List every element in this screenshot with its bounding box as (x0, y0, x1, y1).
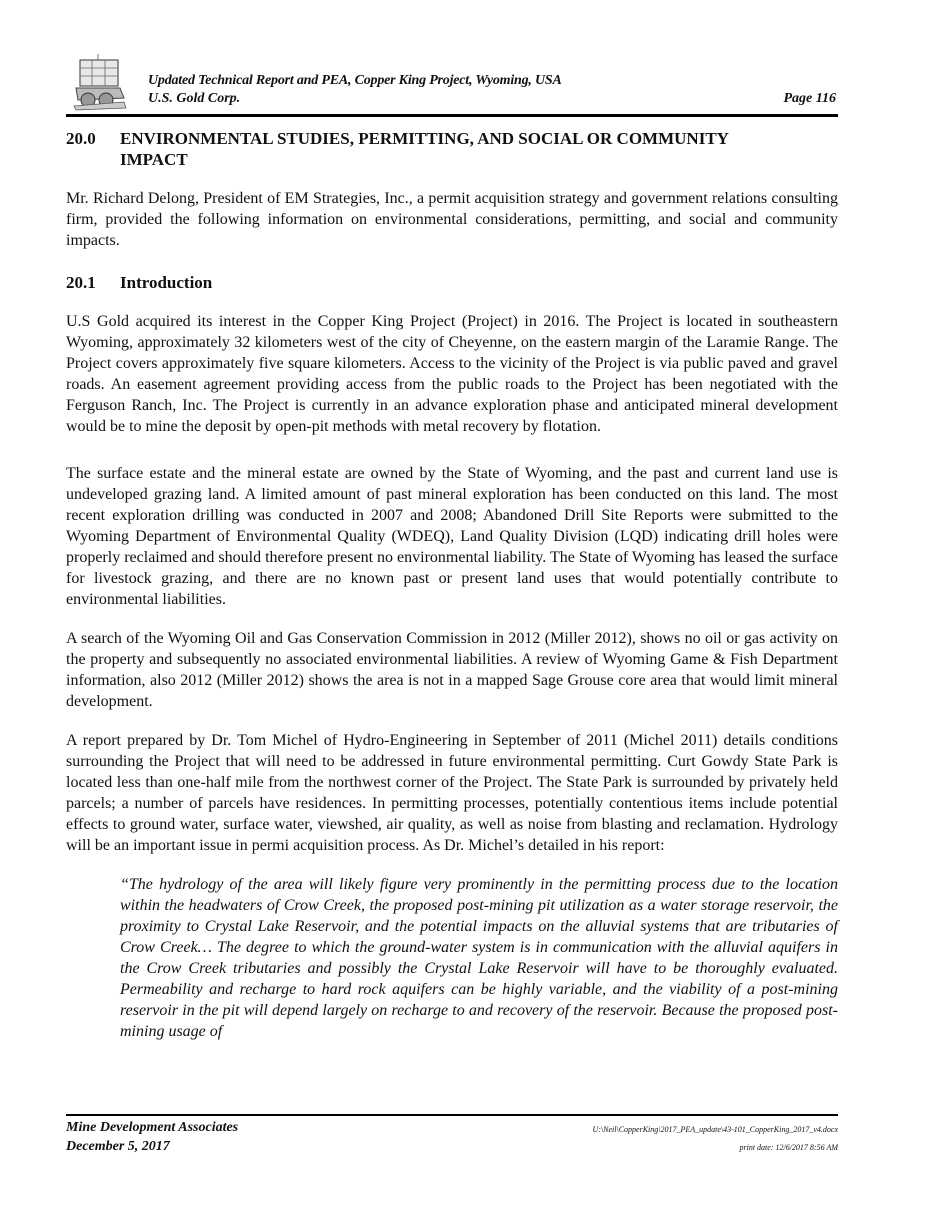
paragraph: A report prepared by Dr. Tom Michel of Hydro-Engineering in September of 2011 (Michel 2011) details conditions surrounding the Project that will need to be addressed in future environmental permitting. Curt Gowdy State Park is located less than one-half mile from the northwest corner of the Project. The State Park is surrounded by privately held parcels; a number of parcels have residences. In permitting processes, potentially contentious items include potential effects to ground water, surface water, viewshed, air quality, as well as noise from blasting and reclamation. Hydrology will be an important issue in permi acquisition process. As Dr. Michel’s detailed in his report: (66, 732, 838, 854)
paragraph: U.S Gold acquired its interest in the Copper King Project (Project) in 2016. The Project is located in southeastern Wyoming, approximately 32 kilometers west of the city of Cheyenne, on the eastern margin of the Laramie Range. The Project covers approximately five square kilometers. Access to the vicinity of the Project is via public paved and gravel roads. An easement agreement providing access from the public roads to the Project has been negotiated with the Ferguson Ranch, Inc. The Project is currently in an advance exploration phase and anticipated mineral development would be to mine the deposit by open-pit methods with metal recovery by flotation. (66, 313, 838, 435)
header-divider (66, 114, 838, 117)
mining-machine-logo-icon (68, 52, 130, 112)
paragraph: The surface estate and the mineral estate are owned by the State of Wyoming, and the past and current land use is undeveloped grazing land. A limited amount of past mineral exploration has been conducted on this land. The most recent exploration drilling was conducted in 2007 and 2008; Abandoned Drill Site Reports were submitted to the Wyoming Department of Environmental Quality (WDEQ), Land Quality Division (LQD) indicating drill holes were properly reclaimed and should therefore present no environmental liability. The State of Wyoming has leased the surface for livestock grazing, and there are no known past or present land uses that would potentially contribute to environmental liabilities. (66, 465, 838, 608)
company-name: U.S. Gold Corp. (148, 91, 241, 106)
subsection-title: Introduction (120, 273, 213, 292)
page-header (66, 52, 838, 114)
footer-date: December 5, 2017 (66, 1139, 170, 1154)
footer-divider (66, 1114, 838, 1116)
section-number: 20.0 (66, 129, 96, 148)
page-number: Page 116 (783, 91, 836, 106)
subsection-heading (66, 272, 838, 293)
footer-print-date: print date: 12/6/2017 8:56 AM (739, 1143, 838, 1152)
paragraph: A search of the Wyoming Oil and Gas Conservation Commission in 2012 (Miller 2012), shows no oil or gas activity on the property and subsequently no associated environmental liabilities. A review of Wyoming Game & Fish Department information, also 2012 (Miller 2012) shows the area is not in a mapped Sage Grouse core area that would limit mineral development. (66, 630, 838, 710)
section-intro-paragraph: Mr. Richard Delong, President of EM Strategies, Inc., a permit acquisition strategy and government relations consulting firm, provided the following information on environmental considerations, permitting, and social and community impacts. (66, 190, 838, 249)
footer-organization: Mine Development Associates (66, 1120, 239, 1135)
section-heading (66, 128, 838, 170)
subsection-number: 20.1 (66, 273, 96, 292)
block-quote: “The hydrology of the area will likely figure very prominently in the permitting process due to the location within the headwaters of Crow Creek, the proposed post-mining pit utilization as a water storage reservoir, the proximity to Crystal Lake Reservoir, and the potential impacts on the alluvial systems that are tributaries of Crow Creek… The degree to which the ground-water system is in communication with the alluvial aquifers in the Crow Creek tributaries and possibly the Crystal Lake Reservoir will have to be thoroughly evaluated. Permeability and recharge to hard rock aquifers can be highly variable, and the viability of a post-mining reservoir in the pit will depend largely on recharge to and recovery of the reservoir. Because the proposed post-mining usage of (120, 876, 838, 1040)
page-body (66, 128, 838, 1042)
section-title: ENVIRONMENTAL STUDIES, PERMITTING, AND SOCIAL OR COMMUNITY IMPACT (120, 129, 729, 169)
report-title: Updated Technical Report and PEA, Copper King Project, Wyoming, USA (148, 73, 562, 88)
footer-file-path: U:\Neil\CopperKing\2017_PEA_update\43-101_CopperKing_2017_v4.docx (592, 1125, 838, 1134)
